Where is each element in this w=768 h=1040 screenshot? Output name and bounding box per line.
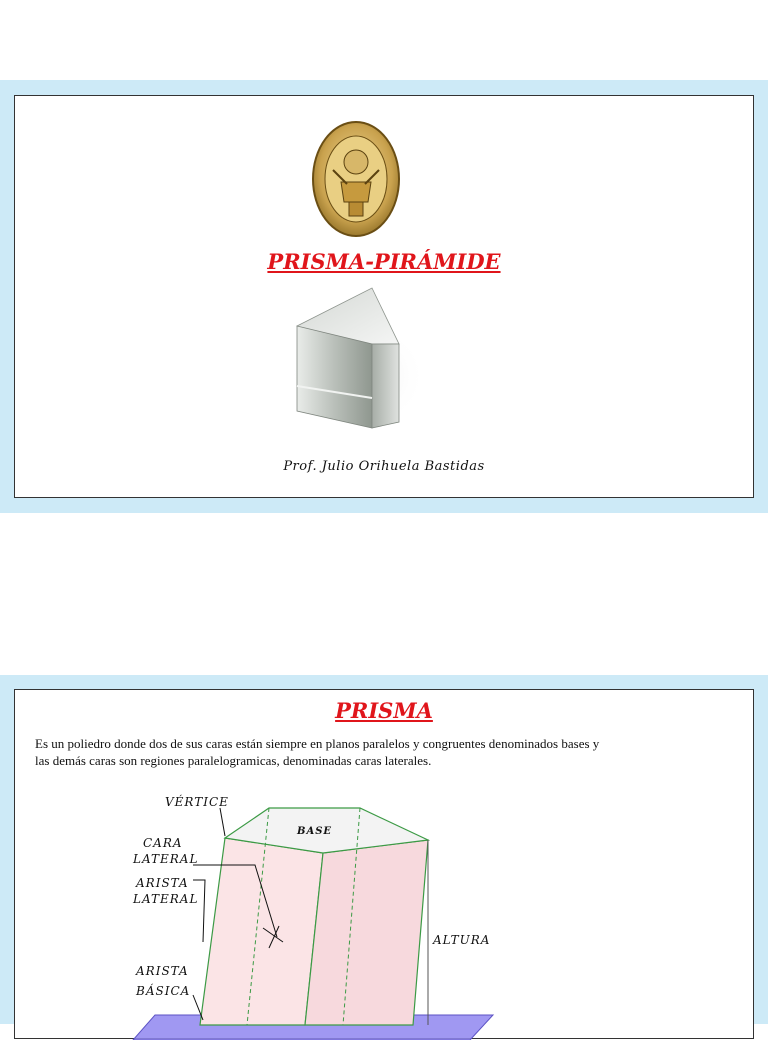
presentation-title: PRISMA-PIRÁMIDE — [267, 249, 501, 274]
author-name: Prof. Julio Orihuela Bastidas — [283, 459, 485, 474]
prism-definition: Es un poliedro donde dos de sus caras están siempre en planos paralelos y congruentes denominados bases y las demás caras son regiones paralelogramicas, denominadas caras laterales. — [35, 736, 600, 768]
prism-diagram — [15, 690, 755, 1040]
glass-prism-image — [287, 286, 427, 434]
label-altura: ALTURA — [433, 933, 491, 947]
slide-2 — [14, 689, 754, 1039]
label-cara-1: CARA — [143, 836, 183, 850]
university-seal — [311, 120, 401, 238]
label-base: BASE — [297, 826, 333, 837]
label-arista-basica-2: BÁSICA — [136, 984, 191, 998]
slide-title: PRISMA — [335, 698, 433, 723]
label-arista-lateral-1: ARISTA — [136, 876, 189, 890]
label-arista-basica-1: ARISTA — [136, 964, 189, 978]
label-vertice: VÉRTICE — [165, 795, 229, 809]
label-arista-lateral-2: LATERAL — [133, 892, 199, 906]
slide-1 — [14, 95, 754, 498]
label-cara-2: LATERAL — [133, 852, 199, 866]
